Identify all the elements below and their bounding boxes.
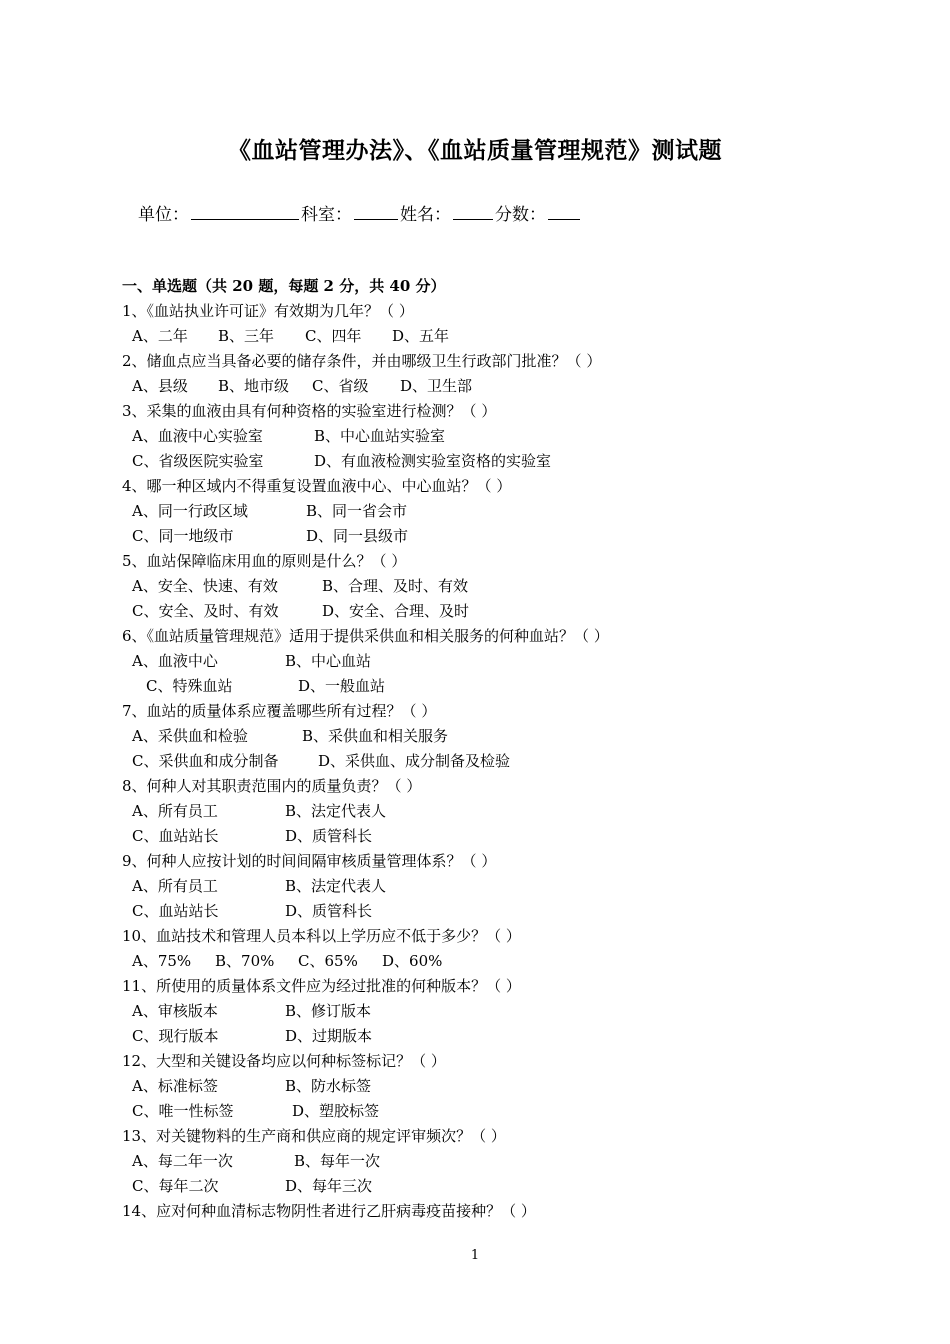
respondent-info-line [138, 200, 582, 225]
score-blank[interactable] [548, 203, 580, 220]
question-text: 4、哪一种区域内不得重复设置血液中心、中心血站？（ ） [122, 477, 512, 495]
option-row [122, 449, 842, 474]
question-text: 14、应对何种血清标志物阴性者进行乙肝病毒疫苗接种？（ ） [122, 1202, 536, 1220]
page-number: 1 [470, 1248, 480, 1263]
option-c[interactable]: C、安全、及时、有效 [132, 602, 279, 620]
option-row [122, 424, 842, 449]
option-c[interactable]: C、血站站长 [132, 827, 219, 845]
option-d[interactable]: D、塑胶标签 [292, 1102, 380, 1120]
option-c[interactable]: C、唯一性标签 [132, 1102, 234, 1120]
option-row [122, 899, 842, 924]
option-a[interactable]: A、审核版本 [132, 1002, 218, 1020]
question-text: 8、何种人对其职责范围内的质量负责？（ ） [122, 777, 422, 795]
unit-blank[interactable] [191, 203, 299, 220]
option-b[interactable]: B、修订版本 [285, 1002, 372, 1020]
option-c[interactable]: C、现行版本 [132, 1027, 219, 1045]
option-d[interactable]: D、一般血站 [298, 677, 386, 695]
question-text: 10、血站技术和管理人员本科以上学历应不低于多少？（ ） [122, 927, 521, 945]
option-a[interactable]: A、所有员工 [132, 802, 218, 820]
option-a[interactable]: A、75% [132, 952, 192, 970]
option-c[interactable]: C、四年 [305, 327, 362, 345]
option-row [122, 874, 842, 899]
option-a[interactable]: A、县级 [132, 377, 188, 395]
option-c[interactable]: C、同一地级市 [132, 527, 234, 545]
option-d[interactable]: D、60% [382, 952, 443, 970]
option-row [122, 824, 842, 849]
question-text: 12、大型和关键设备均应以何种标签标记？（ ） [122, 1052, 446, 1070]
option-d[interactable]: D、有血液检测实验室资格的实验室 [314, 452, 552, 470]
option-row [122, 724, 842, 749]
option-row [122, 1174, 842, 1199]
option-d[interactable]: D、质管科长 [285, 827, 373, 845]
option-b[interactable]: B、防水标签 [285, 1077, 372, 1095]
question-text: 9、何种人应按计划的时间间隔审核质量管理体系？（ ） [122, 852, 497, 870]
question-text: 6、《血站质量管理规范》适用于提供采供血和相关服务的何种血站？（ ） [122, 627, 609, 645]
option-c[interactable]: C、血站站长 [132, 902, 219, 920]
option-c[interactable]: C、采供血和成分制备 [132, 752, 279, 770]
dept-label: 科室： [301, 205, 352, 225]
option-b[interactable]: B、法定代表人 [285, 802, 387, 820]
option-row [122, 799, 842, 824]
option-a[interactable]: A、同一行政区域 [132, 502, 248, 520]
question-text: 11、所使用的质量体系文件应为经过批准的何种版本？（ ） [122, 977, 521, 995]
question-text: 13、对关键物料的生产商和供应商的规定评审频次？（ ） [122, 1127, 506, 1145]
option-a[interactable]: A、采供血和检验 [132, 727, 248, 745]
option-a[interactable]: A、安全、快速、有效 [132, 577, 278, 595]
option-row [122, 524, 842, 549]
option-row [122, 949, 842, 974]
question-list [122, 274, 842, 1224]
unit-label: 单位： [138, 205, 189, 225]
option-row [122, 499, 842, 524]
option-row [122, 1149, 842, 1174]
option-b[interactable]: B、同一省会市 [306, 502, 408, 520]
question-text: 7、血站的质量体系应覆盖哪些所有过程？（ ） [122, 702, 437, 720]
option-b[interactable]: B、地市级 [218, 377, 290, 395]
option-a[interactable]: A、血液中心 [132, 652, 218, 670]
option-row [122, 1074, 842, 1099]
dept-blank[interactable] [354, 203, 398, 220]
question-text: 1、《血站执业许可证》有效期为几年？（ ） [122, 302, 414, 320]
option-d[interactable]: D、卫生部 [400, 377, 473, 395]
option-a[interactable]: A、每二年一次 [132, 1152, 233, 1170]
option-c[interactable]: C、65% [298, 952, 358, 970]
option-a[interactable]: A、所有员工 [132, 877, 218, 895]
option-d[interactable]: D、同一县级市 [306, 527, 409, 545]
option-row [122, 749, 842, 774]
option-b[interactable]: B、每年一次 [294, 1152, 381, 1170]
option-row [122, 1099, 842, 1124]
option-b[interactable]: B、中心血站 [285, 652, 372, 670]
option-d[interactable]: D、采供血、成分制备及检验 [318, 752, 511, 770]
option-b[interactable]: B、法定代表人 [285, 877, 387, 895]
section-heading: 一、单选题（共 20 题，每题 2 分，共 40 分） [122, 277, 446, 295]
score-label: 分数： [495, 205, 546, 225]
option-row [122, 649, 842, 674]
option-row [122, 599, 842, 624]
option-row [122, 674, 842, 699]
option-c[interactable]: C、特殊血站 [146, 677, 233, 695]
option-row [122, 374, 842, 399]
option-d[interactable]: D、每年三次 [285, 1177, 373, 1195]
option-b[interactable]: B、70% [215, 952, 275, 970]
option-c[interactable]: C、省级医院实验室 [132, 452, 264, 470]
option-d[interactable]: D、质管科长 [285, 902, 373, 920]
option-c[interactable]: C、省级 [312, 377, 369, 395]
option-row [122, 999, 842, 1024]
option-row [122, 324, 842, 349]
option-a[interactable]: A、血液中心实验室 [132, 427, 263, 445]
option-b[interactable]: B、三年 [218, 327, 275, 345]
name-label: 姓名： [400, 205, 451, 225]
option-d[interactable]: D、五年 [392, 327, 450, 345]
option-d[interactable]: D、过期版本 [285, 1027, 373, 1045]
option-a[interactable]: A、标准标签 [132, 1077, 218, 1095]
option-b[interactable]: B、中心血站实验室 [314, 427, 446, 445]
option-d[interactable]: D、安全、合理、及时 [322, 602, 470, 620]
option-a[interactable]: A、二年 [132, 327, 188, 345]
name-blank[interactable] [453, 203, 493, 220]
option-b[interactable]: B、合理、及时、有效 [322, 577, 469, 595]
option-row [122, 1024, 842, 1049]
option-c[interactable]: C、每年二次 [132, 1177, 219, 1195]
question-text: 2、储血点应当具备必要的储存条件，并由哪级卫生行政部门批准？（ ） [122, 352, 602, 370]
option-row [122, 574, 842, 599]
document-title: 《血站管理办法》、《血站质量管理规范》测试题 [228, 137, 722, 164]
question-text: 5、血站保障临床用血的原则是什么？（ ） [122, 552, 407, 570]
question-text: 3、采集的血液由具有何种资格的实验室进行检测？（ ） [122, 402, 497, 420]
option-b[interactable]: B、采供血和相关服务 [302, 727, 449, 745]
